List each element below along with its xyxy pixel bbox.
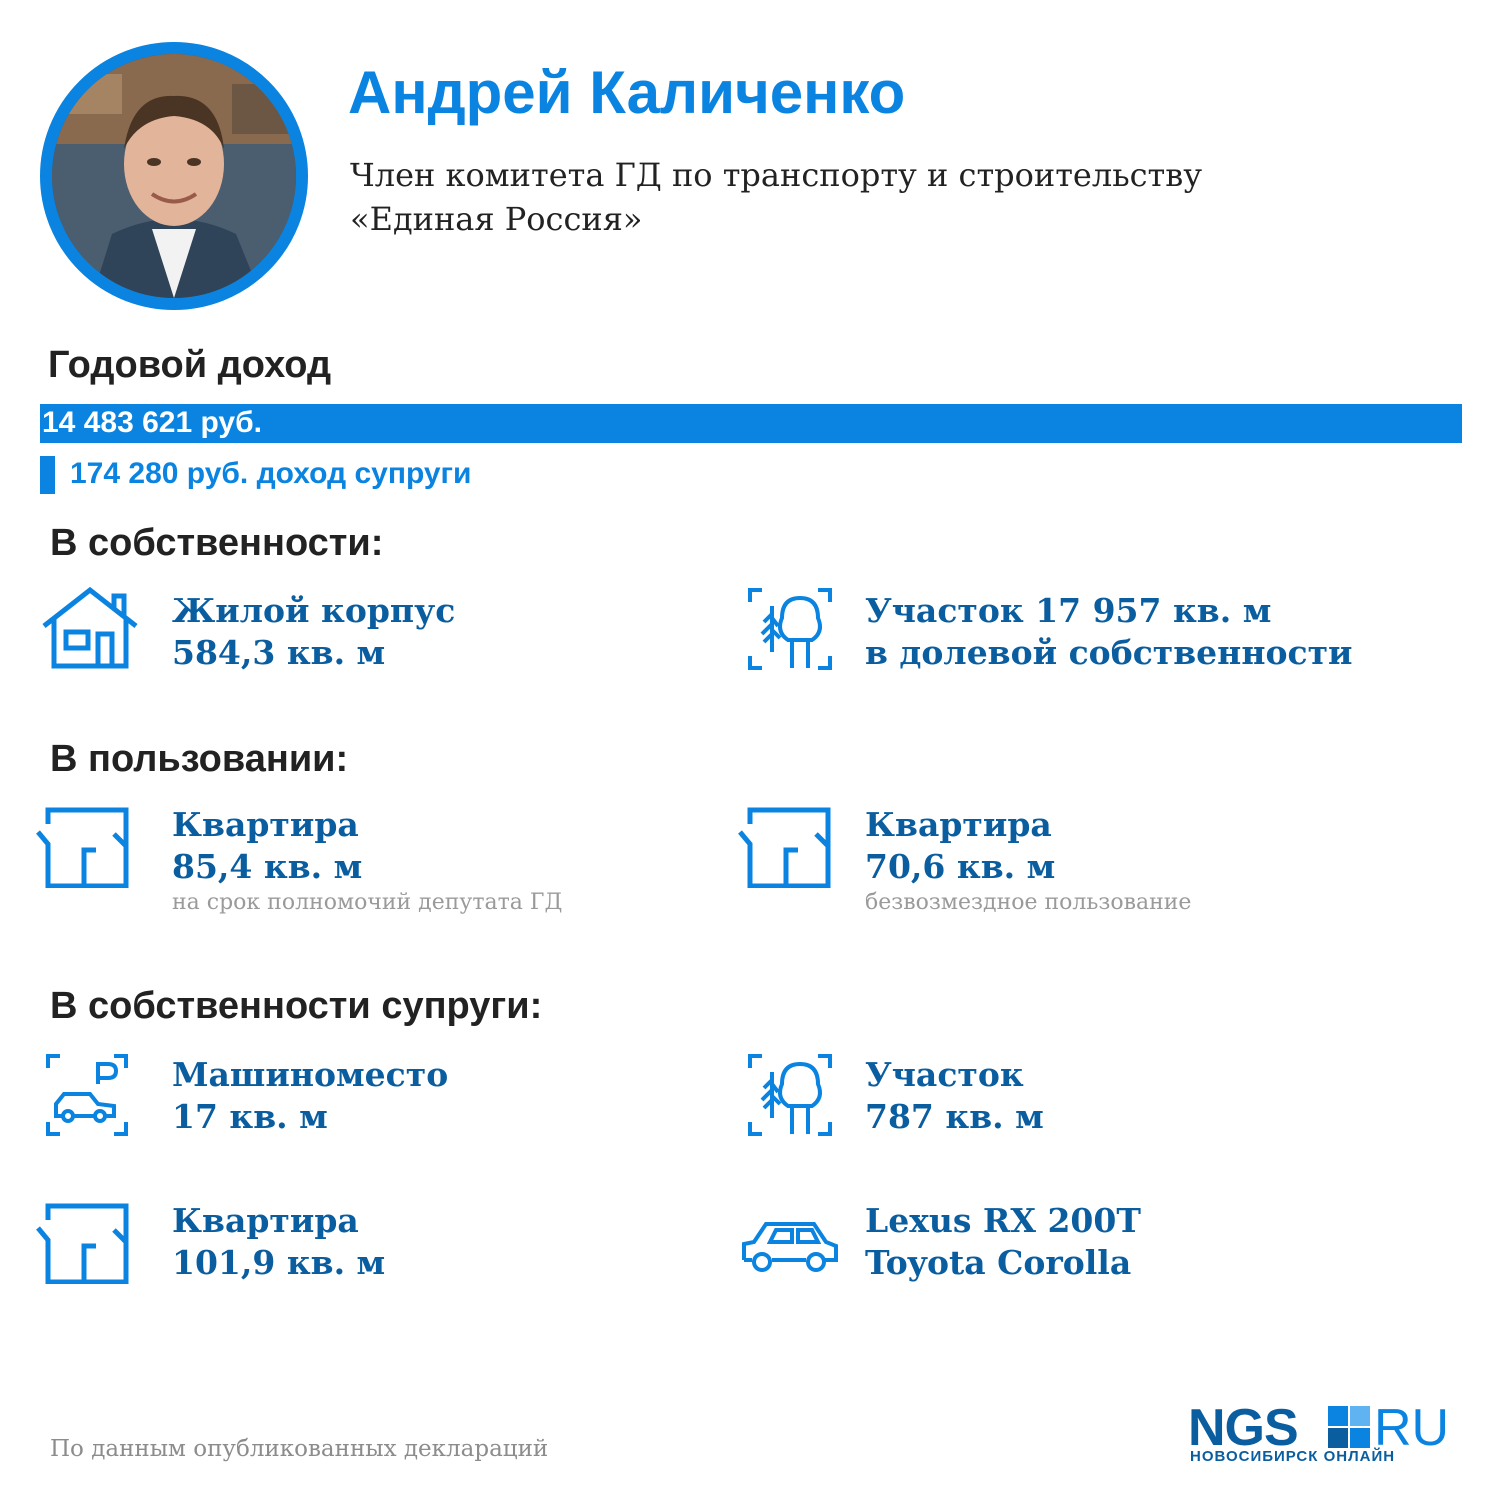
logo-main-text: NGS <box>1188 1399 1298 1457</box>
income-heading: Годовой доход <box>48 344 332 386</box>
in-use-item-2-title: Квартира <box>865 805 1052 844</box>
portrait-photo <box>52 54 296 298</box>
owned-item-2-title: Участок 17 957 кв. м <box>865 591 1272 630</box>
in-use-item-2 <box>865 804 1191 918</box>
ngs-logo <box>1188 1400 1468 1470</box>
income-bar-spouse <box>40 456 55 494</box>
avatar <box>40 42 308 310</box>
in-use-item-1 <box>172 804 562 918</box>
in-use-item-2-note: безвозмездное пользование <box>865 890 1192 915</box>
spouse-item-4-car-2: Toyota Corolla <box>865 1243 1132 1282</box>
spouse-item-1 <box>172 1054 448 1138</box>
section-heading-spouse: В собственности супруги: <box>50 985 543 1027</box>
person-name: Андрей Каличенко <box>348 59 906 126</box>
owned-item-1-title: Жилой корпус <box>172 591 456 630</box>
section-heading-in-use: В пользовании: <box>50 738 349 780</box>
spouse-item-3 <box>172 1200 385 1284</box>
spouse-item-2 <box>865 1054 1044 1138</box>
income-bar-main-label: 14 483 621 руб. <box>42 406 262 439</box>
in-use-item-1-note: на срок полномочий депутата ГД <box>172 890 563 915</box>
section-heading-owned: В собственности: <box>50 522 384 564</box>
spouse-item-4 <box>865 1200 1141 1284</box>
person-party: «Единая Россия» <box>350 200 643 238</box>
land-plot-icon <box>748 588 832 670</box>
spouse-item-3-area: 101,9 кв. м <box>172 1243 386 1282</box>
parking-space-icon <box>46 1054 128 1136</box>
spouse-item-2-title: Участок <box>865 1055 1024 1094</box>
owned-item-2-note: в долевой собственности <box>865 633 1353 672</box>
spouse-item-1-title: Машиноместо <box>172 1055 449 1094</box>
owned-item-1-area: 584,3 кв. м <box>172 633 386 672</box>
income-bar-spouse-label: 174 280 руб. доход супруги <box>70 457 472 490</box>
logo-square-icon <box>1328 1406 1370 1448</box>
apartment-plan-icon <box>34 806 130 888</box>
in-use-item-1-title: Квартира <box>172 805 359 844</box>
in-use-item-2-area: 70,6 кв. м <box>865 847 1056 886</box>
land-plot-icon <box>748 1054 832 1136</box>
apartment-plan-icon <box>34 1202 130 1284</box>
house-icon <box>40 586 140 670</box>
spouse-item-3-title: Квартира <box>172 1201 359 1240</box>
apartment-plan-icon <box>736 806 832 888</box>
car-icon <box>740 1218 840 1272</box>
person-position: Член комитета ГД по транспорту и строительству <box>350 156 1203 194</box>
owned-item-1 <box>172 590 455 674</box>
in-use-item-1-area: 85,4 кв. м <box>172 847 363 886</box>
spouse-item-1-area: 17 кв. м <box>172 1097 328 1136</box>
spouse-item-2-area: 787 кв. м <box>865 1097 1044 1136</box>
owned-item-2 <box>865 590 1353 674</box>
logo-subtitle: НОВОСИБИРСК ОНЛАЙН <box>1190 1448 1396 1465</box>
logo-suffix-text: RU <box>1374 1399 1450 1457</box>
spouse-item-4-car-1: Lexus RX 200T <box>865 1201 1141 1240</box>
source-footnote: По данным опубликованных деклараций <box>50 1436 549 1462</box>
